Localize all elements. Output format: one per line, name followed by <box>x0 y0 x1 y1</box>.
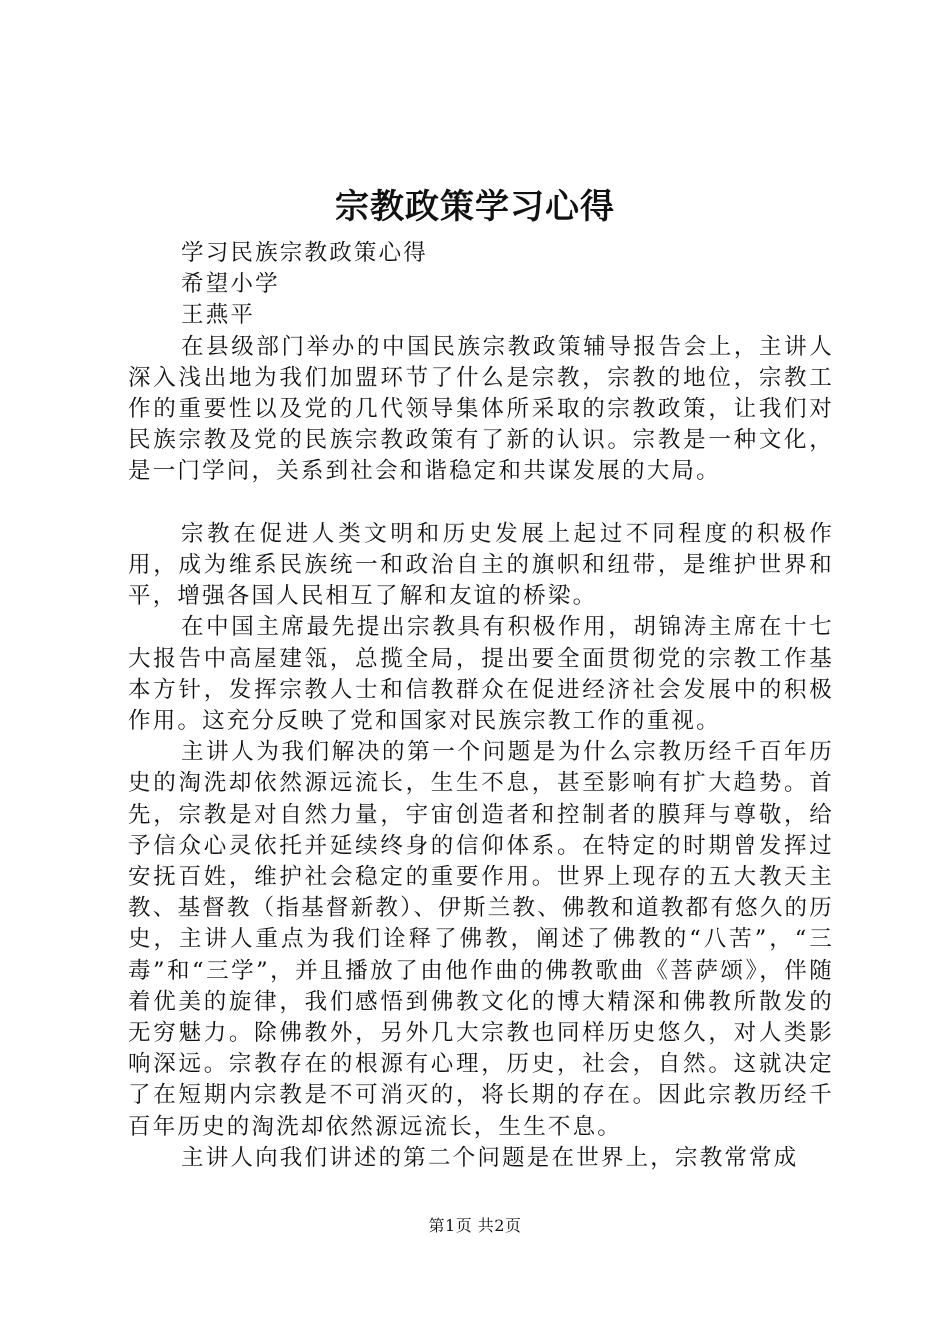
page-number-footer: 第1页 共2页 <box>428 1216 522 1235</box>
paragraph-5: 主讲人向我们讲述的第二个问题是在世界上，宗教常常成 <box>181 1144 799 1171</box>
paragraph-2: 宗教在促进人类文明和历史发展上起过不同程度的积极作用，成为维系民族统一和政治自主的旗帜和纽带，是维护世界和平，增强各国人民相互了解和友谊的桥梁。 <box>128 520 834 610</box>
document-title: 宗教政策学习心得 <box>335 187 615 227</box>
author-school: 希望小学 <box>181 271 280 298</box>
paragraph-3: 在中国主席最先提出宗教具有积极作用，胡锦涛主席在十七大报告中高屋建瓴，总揽全局，提出要全面贯彻党的宗教工作基本方针，发挥宗教人士和信教群众在促进经济社会发展中的积极作用。这充分反映了党和国家对民族宗教工作的重视。 <box>128 614 834 735</box>
document-body <box>128 238 834 1174</box>
author-name: 王燕平 <box>181 302 256 329</box>
paragraph-1: 在县级部门举办的中国民族宗教政策辅导报告会上，主讲人深入浅出地为我们加盟环节了什么是宗教，宗教的地位，宗教工作的重要性以及党的几代领导集体所采取的宗教政策，让我们对民族宗教及党的民族宗教政策有了新的认识。宗教是一种文化，是一门学问，关系到社会和谐稳定和共谋发展的大局。 <box>128 333 834 485</box>
paragraph-4: 主讲人为我们解决的第一个问题是为什么宗教历经千百年历史的淘洗却依然源远流长，生生不息，甚至影响有扩大趋势。首先，宗教是对自然力量，宇宙创造者和控制者的膜拜与尊敬，给予信众心灵依托并延续终身的信仰体系。在特定的时期曾发挥过安抚百姓，维护社会稳定的重要作用。世界上现存的五大教天主教、基督教（指基督新教）、伊斯兰教、佛教和道教都有悠久的历史，主讲人重点为我们诠释了佛教，阐述了佛教的“八苦”，“三毒”和“三学”，并且播放了由他作曲的佛教歌曲《菩萨颂》，伴随着优美的旋律，我们感悟到佛教文化的博大精深和佛教所散发的无穷魅力。除佛教外，另外几大宗教也同样历史悠久，对人类影响深远。宗教存在的根源有心理，历史，社会，自然。这就决定了在短期内宗教是不可消灭的，将长期的存在。因此宗教历经千百年历史的淘洗却依然源远流长，生生不息。 <box>128 739 834 1140</box>
paragraph-spacer <box>128 488 834 519</box>
document-subtitle: 学习民族宗教政策心得 <box>181 240 429 266</box>
